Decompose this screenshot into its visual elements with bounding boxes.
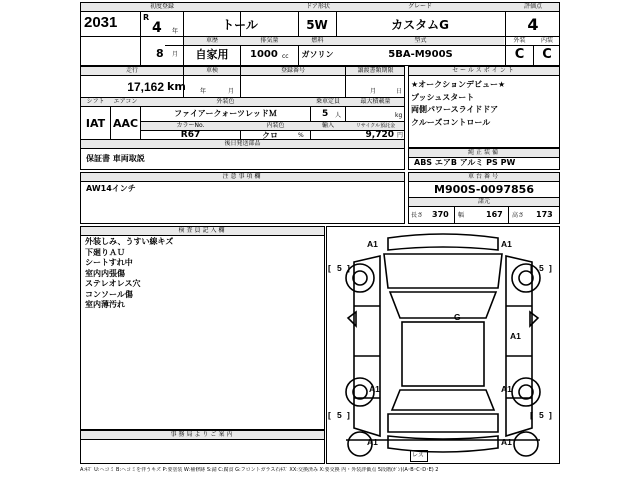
right-bracket: ] (347, 410, 350, 420)
insp-month-unit: 月 (228, 88, 235, 95)
body-type-label: ドア形状 (306, 3, 330, 10)
fuel-value: ガソリン (301, 50, 334, 59)
import-label: 輸入 (321, 122, 334, 129)
score-value: 4 (527, 15, 539, 34)
notes-label: 注意事項欄 (222, 173, 263, 180)
int-color-label: 内装色 (266, 122, 285, 129)
notes-value: AW14インチ (86, 184, 136, 193)
right-bracket: ] (549, 263, 552, 273)
left-bracket: [ (328, 410, 331, 420)
ext-color-label: 外装色 (216, 98, 235, 105)
damage-code: A1 (501, 437, 512, 447)
tire-depth: 5 (337, 263, 342, 273)
interior-label: 内装 (540, 37, 553, 44)
grade-value: カスタムG (391, 18, 449, 32)
height-value: 173 (536, 210, 553, 219)
mileage-value: 17,162 (127, 80, 164, 94)
era-value: R (143, 13, 150, 22)
import-mark: % (298, 132, 304, 139)
color-no-value: R67 (180, 130, 201, 140)
sell-point-item: 両側パワースライドドア (411, 105, 499, 114)
sell-point-item: ★オークションデビュー★ (411, 80, 506, 89)
ac-label: エアコン (113, 98, 138, 105)
right-bracket: ] (549, 410, 552, 420)
damage-code: A1 (367, 239, 378, 249)
office-label: 事務局よりご案内 (170, 431, 235, 438)
left-bracket: [ (530, 263, 533, 273)
year-unit: 年 (172, 28, 179, 35)
load-unit: kg (395, 112, 403, 119)
purpose-label: 車歴 (205, 37, 218, 44)
insp-year-unit: 年 (200, 88, 207, 95)
inspector-note: コンソール傷 (85, 289, 133, 299)
chassis-no-value: M900S-0097856 (434, 183, 534, 196)
transfer-day: 日 (396, 88, 403, 95)
damage-code: A1 (367, 437, 378, 447)
month-value: 8 (156, 47, 164, 60)
tire-depth: 5 (337, 410, 342, 420)
car-name: トール (222, 18, 258, 32)
length-value: 370 (432, 210, 449, 219)
cc-unit: cc (282, 53, 289, 60)
inspector-note: 外装しみ、うすい線キズ (85, 237, 174, 246)
seats-unit: 人 (335, 112, 342, 119)
spare-tire-label: レス (412, 452, 424, 459)
ac-value: AAC (112, 117, 139, 130)
doors-value: 5W (306, 18, 328, 32)
inspector-note: 下廻りＡＵ (85, 247, 125, 257)
inspector-notes-list (85, 237, 320, 311)
grade-label: グレード (407, 3, 432, 10)
inspector-note: ステレオレス穴 (85, 279, 141, 288)
displacement-value: 1000 (250, 49, 278, 60)
exterior-label: 外装 (513, 37, 526, 44)
right-bracket: ] (347, 263, 350, 273)
yen-unit: 円 (397, 132, 404, 139)
width-label: 幅 (458, 212, 465, 219)
color-no-label: カラーNo. (176, 122, 205, 129)
reg-no-label: 登録番号 (280, 67, 305, 74)
dims-label: 諸元 (477, 198, 490, 205)
seats-value: 5 (322, 109, 329, 119)
year-value: 2031 (84, 14, 118, 31)
transfer-month: 月 (370, 88, 377, 95)
recycle-value: 9,720 (365, 130, 394, 140)
tire-depth: 5 (539, 263, 544, 273)
transfer-label: 譲渡書類期限 (357, 67, 394, 74)
car-diagram (326, 226, 560, 464)
equipment-value: ABS エアB アルミ PS PW (414, 158, 516, 167)
mileage-label: 走行 (125, 67, 138, 74)
sell-points-label: セールスポイント (452, 67, 516, 74)
capacity-label: 乗車定員 (315, 98, 340, 105)
inspector-note: 室内内張傷 (85, 268, 125, 278)
equipment-label: 純正装備 (467, 149, 500, 156)
length-label: 長さ (411, 212, 424, 219)
damage-code: A1 (510, 331, 521, 341)
width-value: 167 (486, 210, 503, 219)
km-unit: km (167, 80, 186, 93)
damage-code: A1 (501, 239, 512, 249)
int-color-value: クロ (262, 131, 278, 140)
legend: A:ｷｽﾞ U:ヘコミ B:ヘコミを伴うキズ P:要塗装 W:補修跡 S:錆 C:腐食 G:フロントガラス石ｷｽﾞ XX:交換済み X:要交換 内・外装評価点 5段階(ｶﾞﾝ)(A･B･C･D･E) 2 (80, 467, 439, 473)
inspector-label: 検査員記入欄 (178, 227, 227, 234)
inspection-label: 車検 (205, 67, 218, 74)
sell-point-item: クルーズコントロール (411, 117, 491, 127)
first-reg-label: 初度登録 (149, 3, 174, 10)
height-label: 高さ (512, 212, 525, 219)
interior-score: C (542, 47, 552, 62)
month-unit: 月 (172, 51, 179, 58)
purpose-value: 自家用 (195, 48, 229, 61)
displacement-label: 排気量 (260, 37, 279, 44)
chassis-no-label: 車台番号 (467, 173, 500, 180)
inspector-note: シートすれ中 (85, 258, 133, 267)
load-label: 最大積載量 (360, 98, 391, 105)
shift-label: シフト (86, 98, 105, 105)
model-type-label: 型式 (414, 37, 427, 44)
damage-code: A1 (369, 384, 380, 394)
left-bracket: [ (530, 410, 533, 420)
left-bracket: [ (328, 263, 331, 273)
fuel-label: 燃料 (311, 37, 324, 44)
score-label: 評価点 (523, 3, 542, 10)
damage-code: G (454, 312, 461, 322)
tire-depth: 5 (539, 410, 544, 420)
shift-value: IAT (85, 117, 106, 130)
inspector-note: 室内薄汚れ (85, 300, 125, 309)
rear-parts-value: 保証書 車両取説 (86, 154, 145, 163)
ext-color-value: ファイアークォーツレッドＭ (174, 109, 277, 118)
sell-point-item: プッシュスタート (411, 92, 475, 102)
era-year-value: 4 (152, 20, 162, 36)
exterior-score: C (514, 47, 525, 62)
rear-parts-label: 後日発送部品 (224, 140, 261, 147)
recycle-label: リサイクル預託金 (355, 123, 396, 129)
sell-points-list (411, 79, 559, 129)
model-type-value: 5BA-M900S (388, 49, 453, 60)
damage-code: A1 (501, 384, 512, 394)
